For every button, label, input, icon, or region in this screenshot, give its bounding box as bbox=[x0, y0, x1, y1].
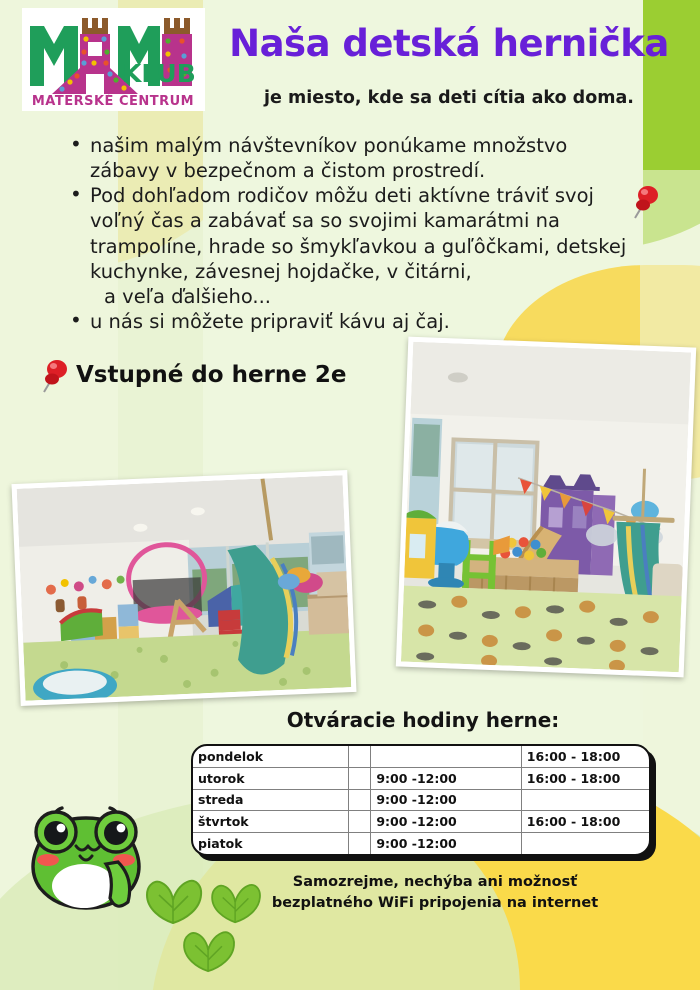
leaf-icon bbox=[143, 873, 205, 925]
cell-evening: 16:00 - 18:00 bbox=[521, 811, 649, 833]
list-item bbox=[64, 133, 639, 183]
cell-morning: 9:00 -12:00 bbox=[371, 767, 521, 789]
wifi-note bbox=[200, 872, 670, 914]
cell-spacer bbox=[348, 811, 371, 833]
frog-mascot-icon bbox=[22, 800, 150, 910]
cell-evening: 16:00 - 18:00 bbox=[521, 767, 649, 789]
cell-day: piatok bbox=[193, 833, 348, 854]
table-row bbox=[193, 767, 649, 789]
cell-morning: 9:00 -12:00 bbox=[371, 789, 521, 811]
playroom-photo-right bbox=[396, 337, 696, 678]
table-row bbox=[193, 789, 649, 811]
cell-spacer bbox=[348, 833, 371, 854]
page-title: Naša detská hernička bbox=[229, 22, 669, 65]
entry-price-label: Vstupné do herne 2e bbox=[76, 362, 347, 388]
logo-klub-text: KLUB bbox=[122, 59, 196, 88]
list-item-text: u nás si môžete pripraviť kávu aj čaj. bbox=[90, 309, 450, 333]
opening-hours-title: Otváracie hodiny herne: bbox=[286, 708, 560, 732]
cell-day: štvrtok bbox=[193, 811, 348, 833]
wifi-note-line1: Samozrejme, nechýba ani možnosť bbox=[292, 874, 578, 890]
cell-day: pondelok bbox=[193, 746, 348, 767]
cell-morning bbox=[371, 746, 521, 767]
table-row bbox=[193, 833, 649, 854]
cell-day: streda bbox=[193, 789, 348, 811]
pushpin-icon bbox=[41, 358, 71, 394]
list-item-text: našim malým návštevníkov ponúkame množstvo zábavy v bezpečnom a čistom prostredí. bbox=[90, 134, 568, 183]
photo-left-image bbox=[17, 475, 352, 700]
wifi-note-line2: bezplatného WiFi pripojenia na internet bbox=[271, 895, 599, 912]
list-item-continuation: a veľa ďalšieho... bbox=[104, 284, 272, 308]
list-item bbox=[64, 183, 639, 309]
cell-evening bbox=[521, 789, 649, 811]
opening-hours-table bbox=[191, 744, 651, 856]
cell-day: utorok bbox=[193, 767, 348, 789]
cell-spacer bbox=[348, 767, 371, 789]
cell-morning: 9:00 -12:00 bbox=[371, 833, 521, 854]
cell-evening bbox=[521, 833, 649, 854]
cell-spacer bbox=[348, 789, 371, 811]
pushpin-icon bbox=[632, 184, 662, 220]
playroom-photo-left bbox=[11, 470, 356, 706]
list-item-text: Pod dohľadom rodičov môžu deti aktívne tráviť svoj voľný čas a zabávať sa so svojimi kamarátmi na trampolíne, hrade so šmykľavkou a guľôčkami, detskej kuchynke, závesnej hojdačke, v čitárni, bbox=[90, 184, 627, 283]
cell-morning: 9:00 -12:00 bbox=[371, 811, 521, 833]
cell-spacer bbox=[348, 746, 371, 767]
logo-tagline: MATERSKÉ CENTRUM bbox=[31, 94, 195, 109]
features-list bbox=[64, 133, 639, 334]
mama-klub-logo bbox=[22, 8, 205, 111]
table-row bbox=[193, 746, 649, 767]
photo-right-image bbox=[401, 342, 691, 672]
page-subtitle: je miesto, kde sa deti cítia ako doma. bbox=[264, 88, 634, 108]
list-item bbox=[64, 309, 639, 334]
opening-hours-tbody bbox=[193, 746, 649, 854]
cell-evening: 16:00 - 18:00 bbox=[521, 746, 649, 767]
logo-artwork bbox=[22, 8, 205, 111]
leaf-icon bbox=[180, 925, 238, 973]
table-row bbox=[193, 811, 649, 833]
